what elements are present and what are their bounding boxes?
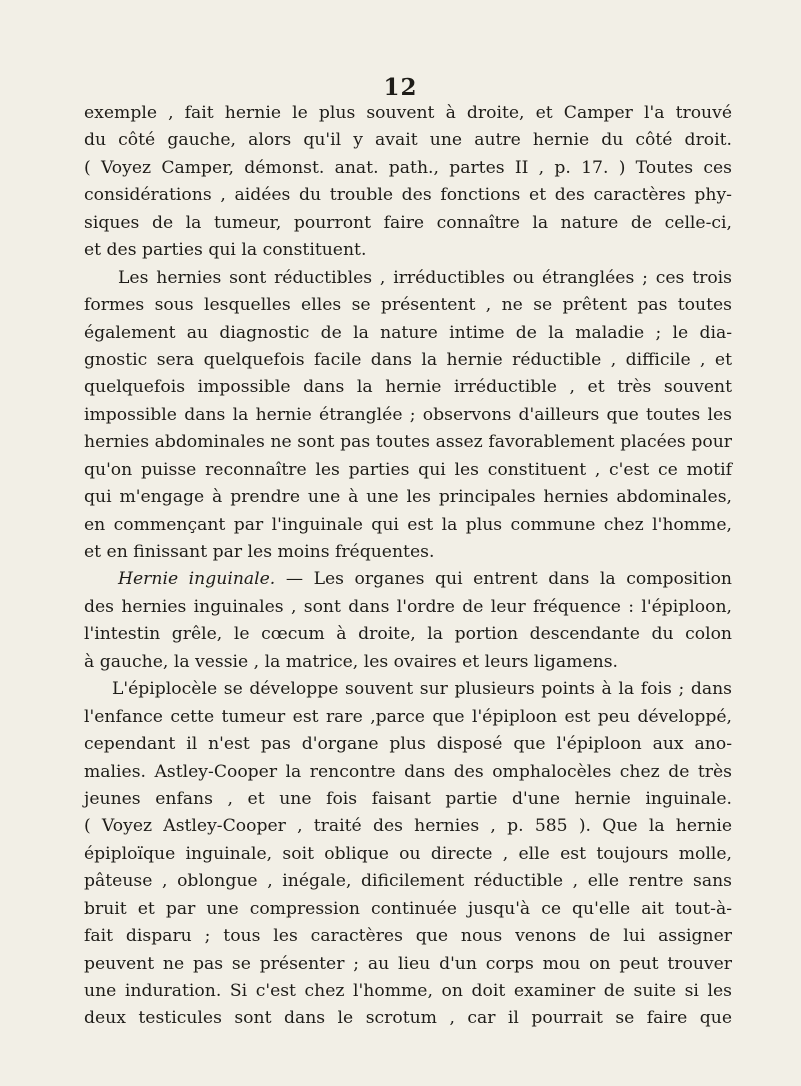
page-number: 12	[383, 74, 418, 101]
text-line: hernies abdominales ne sont pas toutes assez favorablement placées pour	[84, 432, 732, 453]
section-heading-rest: — Les organes qui entrent dans la composition	[275, 569, 732, 590]
section-heading: Hernie inguinale.	[118, 569, 276, 590]
text-line: peuvent ne pas se présenter ; au lieu d'un corps mou on peut trouver	[84, 953, 732, 974]
text-line: épiploïque inguinale, soit oblique ou directe , elle est toujours molle,	[84, 843, 732, 864]
text-line: une induration. Si c'est chez l'homme, on doit examiner de suite si les	[84, 981, 732, 1001]
text-line: exemple , fait hernie le plus souvent à droite, et Camper l'a trouvé	[84, 103, 732, 123]
text-line: ( Voyez Astley-Cooper , traité des hernies , p. 585 ). Que la hernie	[84, 816, 732, 837]
text-line: Les hernies sont réductibles , irréductibles ou étranglées ; ces trois	[118, 267, 732, 288]
text-line: considérations , aidées du trouble des fonctions et des caractères phy-	[84, 185, 732, 206]
text-line: également au diagnostic de la nature intime de la maladie ; le dia-	[84, 322, 732, 343]
text-line: L'épiplocèle se développe souvent sur plusieurs points à la fois ; dans	[112, 679, 732, 700]
text-line: à gauche, la vessie , la matrice, les ovaires et leurs ligamens.	[84, 651, 618, 672]
text-line: malies. Astley-Cooper la rencontre dans des omphalocèles chez de très	[84, 761, 732, 782]
text-line: qui m'engage à prendre une à une les principales hernies abdominales,	[84, 487, 732, 508]
text-line: du côté gauche, alors qu'il y avait une autre hernie du côté droit.	[84, 130, 732, 151]
section-heading-line	[84, 566, 732, 593]
text-line: impossible dans la hernie étranglée ; observons d'ailleurs que toutes les	[84, 404, 732, 425]
text-line: l'intestin grêle, le cœcum à droite, la portion descendante du colon	[84, 624, 732, 645]
text-line: l'enfance cette tumeur est rare ,parce que l'épiploon est peu développé,	[84, 706, 732, 727]
text-line: des hernies inguinales , sont dans l'ordre de leur fréquence : l'épiploon,	[84, 596, 732, 617]
text-line: formes sous lesquelles elles se présentent , ne se prêtent pas toutes	[84, 295, 732, 316]
text-line: et des parties qui la constituent.	[84, 240, 367, 261]
text-line: jeunes enfans , et une fois faisant partie d'une hernie inguinale.	[84, 788, 732, 809]
text-line: et en finissant par les moins fréquentes.	[84, 542, 435, 562]
text-line: ( Voyez Camper, démonst. anat. path., partes II , p. 17. ) Toutes ces	[84, 157, 732, 178]
text-line: gnostic sera quelquefois facile dans la hernie réductible , difficile , et	[84, 349, 732, 370]
text-line: deux testicules sont dans le scrotum , car il pourrait se faire que	[84, 1008, 732, 1029]
text-line: pâteuse , oblongue , inégale, dificilement réductible , elle rentre sans	[84, 871, 732, 892]
text-line: bruit et par une compression continuée jusqu'à ce qu'elle ait tout-à-	[84, 898, 732, 919]
text-line: en commençant par l'inguinale qui est la plus commune chez l'homme,	[84, 514, 732, 535]
text-line: siques de la tumeur, pourront faire connaître la nature de celle-ci,	[84, 212, 732, 233]
body-text	[84, 100, 732, 1033]
text-line: qu'on puisse reconnaître les parties qui les constituent , c'est ce motif	[84, 459, 732, 480]
text-line: fait disparu ; tous les caractères que nous venons de lui assigner	[84, 926, 732, 947]
text-line: quelquefois impossible dans la hernie irréductible , et très souvent	[84, 377, 732, 398]
text-line: cependant il n'est pas d'organe plus disposé que l'épiploon aux ano-	[84, 734, 732, 755]
